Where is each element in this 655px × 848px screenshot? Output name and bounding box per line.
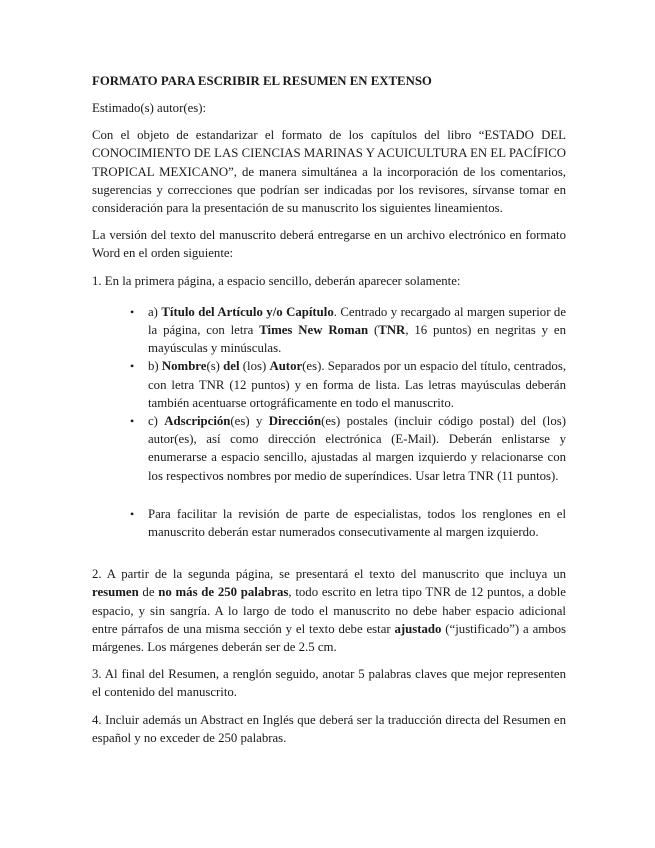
bullet-icon: •	[130, 414, 135, 429]
section-2-paragraph: 2. A partir de la segunda página, se presentará el texto del manuscrito que incluya un resumen de no más de 250 palabras, todo escrito en letra tipo TNR de 12 puntos, a doble espacio, y sin sangría. A lo largo de todo el manuscrito no debe haber espacio adicional entre párrafos de una misma sección y el texto debe estar ajustado (“justificado”) a ambos márgenes. Los márgenes deberán ser de 2.5 cm.	[92, 567, 566, 655]
format-paragraph: La versión del texto del manuscrito deberá entregarse en un archivo electrónico en formato Word en el orden siguiente:	[92, 228, 566, 261]
list-item-title: • a) Título del Artículo y/o Capítulo. Centrado y recargado al margen superior de la página, con letra Times New Roman (TNR, 16 puntos) en negritas y en mayúsculas y minúsculas.	[130, 304, 566, 356]
section-3-paragraph: 3. Al final del Resumen, a renglón seguido, anotar 5 palabras claves que mejor representen el contenido del manuscrito.	[92, 667, 566, 700]
bullet-icon: •	[130, 506, 135, 521]
list-item-affiliation: • c) Adscripción(es) y Dirección(es) postales (incluir código postal) del (los) autor(es), así como dirección electrónica (E-Mail). Deberán enlistarse y enumerarse a espacio sencillo, ajustadas al margen izquierdo y relacionarse con los respectivos nombres por medio de superíndices. Usar letra TNR (11 puntos).	[130, 414, 567, 483]
document-body	[92, 72, 566, 756]
section-4-paragraph: 4. Incluir además un Abstract en Inglés que deberá ser la traducción directa del Resumen en español y no exceder de 250 palabras.	[92, 712, 566, 745]
list-item-authors: • b) Nombre(s) del (los) Autor(es). Separados por un espacio del título, centrados, con letra TNR (12 puntos) y en forma de lista. Las letras mayúsculas deberán también acentuarse ortográficamente en todo el manuscrito.	[130, 359, 567, 410]
document-title: FORMATO PARA ESCRIBIR EL RESUMEN EN EXTENSO	[92, 74, 432, 88]
greeting: Estimado(s) autor(es):	[92, 101, 207, 115]
list-item-line-numbering: • Para facilitar la revisión de parte de especialistas, todos los renglones en el manuscrito deberán estar numerados consecutivamente al margen izquierdo.	[130, 506, 566, 540]
intro-paragraph: Con el objeto de estandarizar el formato de los capítulos del libro “ESTADO DEL CONOCIMIENTO DE LAS CIENCIAS MARINAS Y ACUICULTURA EN EL PACÍFICO TROPICAL MEXICANO”, de manera simultánea a la incorporación de los comentarios, sugerencias y correcciones que podrían ser indicadas por los revisores, sírvanse tomar en consideración para la presentación de su manuscrito los siguientes lineamientos.	[92, 128, 566, 216]
bullet-icon: •	[130, 359, 135, 374]
first-page-list	[92, 303, 566, 485]
line-numbering-list	[92, 505, 566, 541]
section-1-heading: 1. En la primera página, a espacio sencillo, deberán aparecer solamente:	[92, 273, 461, 288]
bullet-icon: •	[130, 304, 135, 319]
